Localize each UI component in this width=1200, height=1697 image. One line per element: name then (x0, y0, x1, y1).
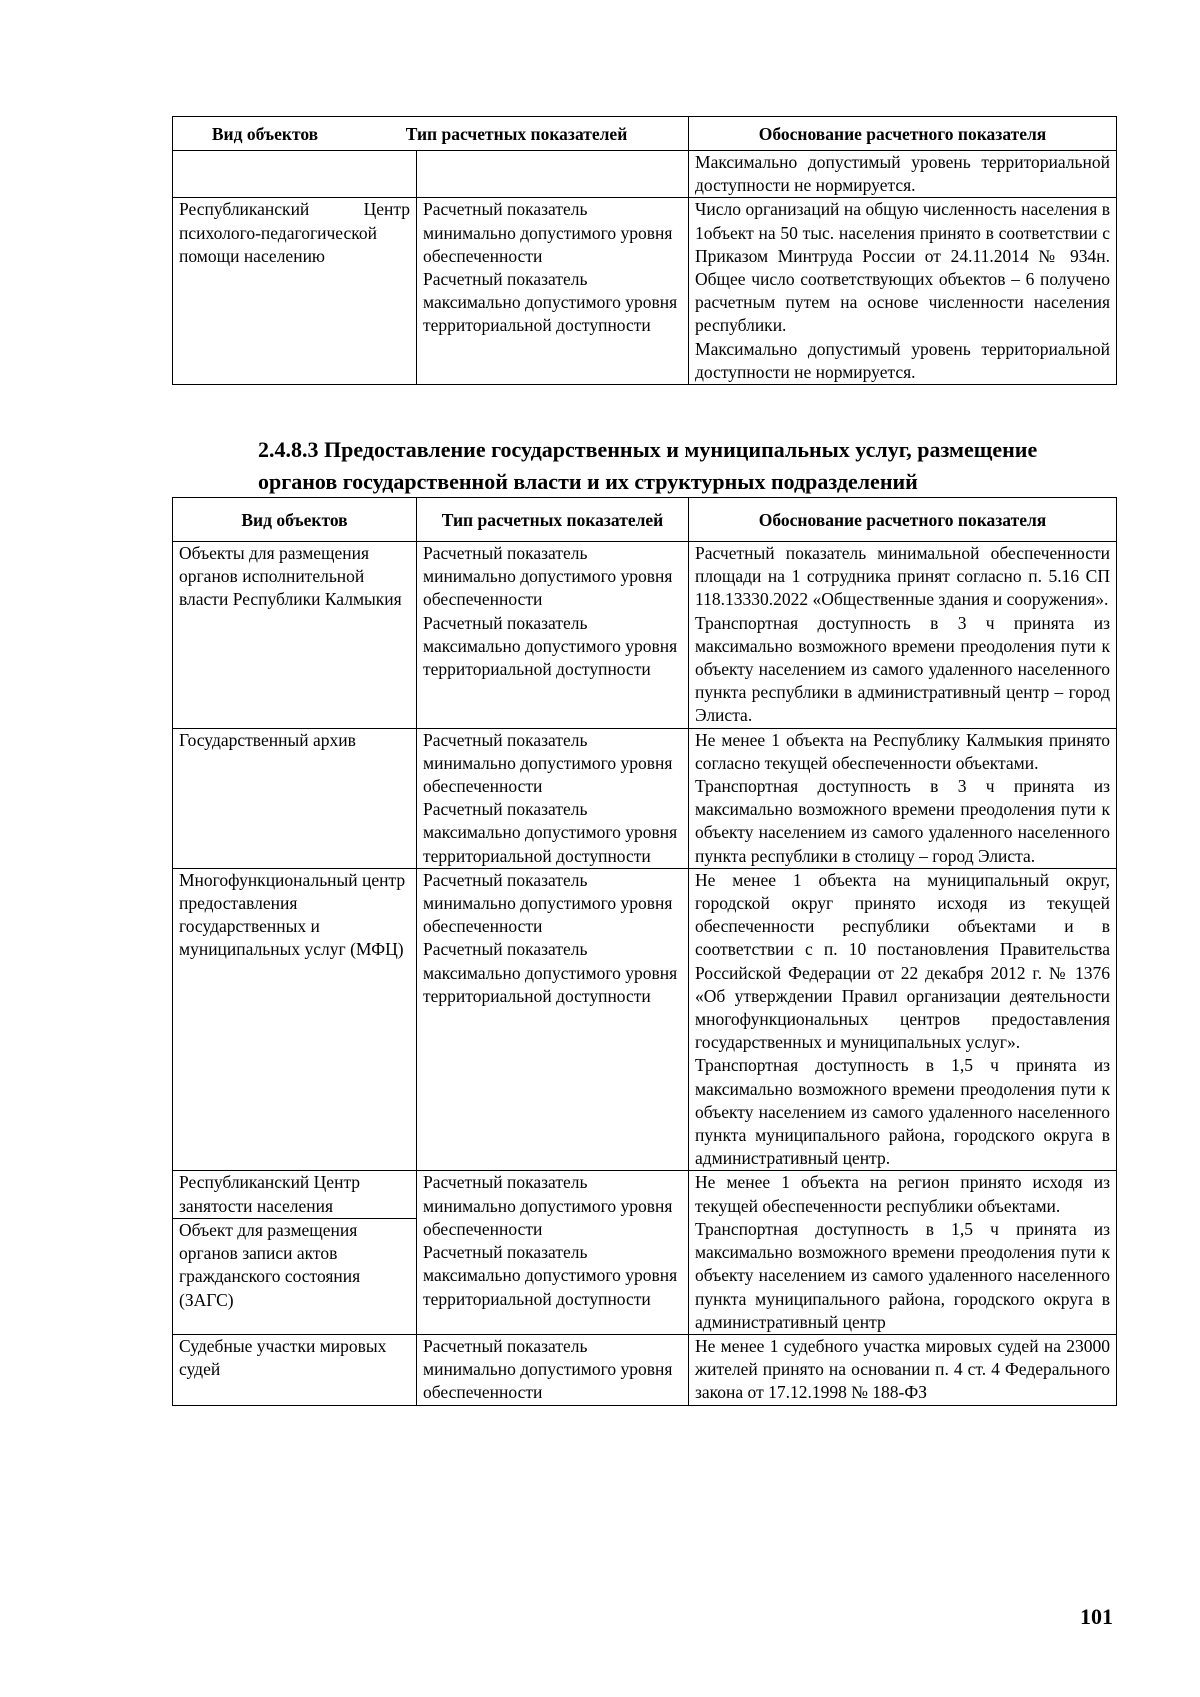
table1-row1-col2: Расчетный показатель минимально допустимого уровня обеспеченности Расчетный показатель максимально допустимого уровня территориальной доступности (417, 198, 689, 385)
table1-header-type: Тип расчетных показателей (405, 123, 628, 144)
table1-row1-col3: Число организаций на общую численность населения в 1объект на 50 тыс. населения принято в соответствии с Приказом Минтруда России от 24.11.2014 № 934н. Общее число соответствующих объектов – 6 получено расчетным путем на основе численности населения республики. Максимально допустимый уровень территориальной доступности не нормируется. (689, 198, 1117, 385)
page-number: 101 (1080, 1604, 1113, 1629)
table-row (173, 728, 1117, 868)
table1-row0-col1 (173, 151, 417, 198)
table2-row0-col2: Расчетный показатель минимально допустимого уровня обеспеченности Расчетный показатель максимально допустимого уровня территориальной доступности (417, 542, 689, 729)
section-title: 2.4.8.3 Предоставление государственных и муниципальных услуг, размещение органов государственной власти и их структурных подразделений (258, 437, 1038, 494)
table2-row3-col2: Расчетный показатель минимально допустимого уровня обеспеченности Расчетный показатель максимально допустимого уровня территориальной доступности (417, 1171, 689, 1334)
table2-row4-col3: Не менее 1 судебного участка мировых судей на 23000 жителей принято на основании п. 4 ст. 4 Федерального закона от 17.12.1998 № 188-ФЗ (689, 1334, 1117, 1405)
table-row (173, 542, 1117, 729)
table2-header-type: Тип расчетных показателей (417, 498, 689, 542)
table2-row1-col2: Расчетный показатель минимально допустимого уровня обеспеченности Расчетный показатель максимально допустимого уровня территориальной доступности (417, 728, 689, 868)
table2-row2-col1: Многофункциональный центр предоставления государственных и муниципальных услуг (МФЦ) (173, 868, 417, 1171)
table-row (173, 1334, 1117, 1405)
table2-row3-col1-zags: Объект для размещения органов записи актов гражданского состояния (ЗАГС) (173, 1218, 416, 1312)
table-row (173, 1171, 1117, 1334)
table2-header-justification: Обоснование расчетного показателя (689, 498, 1117, 542)
table-row (173, 198, 1117, 385)
table2-row1-col3: Не менее 1 объекта на Республику Калмыкия принято согласно текущей обеспеченности объектами. Транспортная доступность в 3 ч принята из максимально возможного времени преодоления пути к объекту населением из самого удаленного населенного пункта республики в столицу – город Элиста. (689, 728, 1117, 868)
table2-row0-col1: Объекты для размещения органов исполнительной власти Республики Калмыкия (173, 542, 417, 729)
norms-table-continued (172, 116, 1117, 385)
table1-row0-col3: Максимально допустимый уровень территориальной доступности не нормируется. (689, 151, 1117, 198)
table1-header-justification: Обоснование расчетного показателя (689, 117, 1117, 151)
table2-row0-col3: Расчетный показатель минимальной обеспеченности площади на 1 сотрудника принят согласно п. 5.16 СП 118.13330.2022 «Общественные здания и сооружения». Транспортная доступность в 3 ч принята из максимально возможного времени преодоления пути к объекту населением из самого удаленного населенного пункта республики в административный центр – город Элиста. (689, 542, 1117, 729)
table2-row3-col1-employment: Республиканский Центр занятости населения (179, 1172, 361, 1216)
gov-services-table (172, 497, 1117, 1406)
table-row (173, 868, 1117, 1171)
table2-row3-col1 (173, 1171, 417, 1334)
table2-row1-col1: Государственный архив (173, 728, 417, 868)
table2-row2-col2: Расчетный показатель минимально допустимого уровня обеспеченности Расчетный показатель максимально допустимого уровня территориальной доступности (417, 868, 689, 1171)
table2-row4-col1: Судебные участки мировых судей (173, 1334, 417, 1405)
table2-row2-col3: Не менее 1 объекта на муниципальный округ, городской округ принято исходя из текущей обеспеченности республики объектами и в соответствии с п. 10 постановления Правительства Российской Федерации от 22 декабря 2012 г. № 1376 «Об утверждении Правил организации деятельности многофункциональных центров предоставления государственных и муниципальных услуг». Транспортная доступность в 1,5 ч принята из максимально возможного времени преодоления пути к объекту населением из самого удаленного населенного пункта муниципального района, городского округа в административный центр. (689, 868, 1117, 1171)
table1-header-objects: Вид объектов (211, 123, 319, 144)
table1-row0-col2 (417, 151, 689, 198)
table2-header-objects: Вид объектов (173, 498, 417, 542)
table1-header-group (173, 117, 689, 151)
table1-row1-col1: Республиканский Центр психолого-педагогической помощи населению (173, 198, 417, 385)
table2-row3-col3: Не менее 1 объекта на регион принято исходя из текущей обеспеченности республики объектами. Транспортная доступность в 1,5 ч принята из максимально возможного времени преодоления пути к объекту населением из самого удаленного населенного пункта муниципального района, городского округа в административный центр (689, 1171, 1117, 1334)
table-row (173, 151, 1117, 198)
table2-row4-col2: Расчетный показатель минимально допустимого уровня обеспеченности (417, 1334, 689, 1405)
